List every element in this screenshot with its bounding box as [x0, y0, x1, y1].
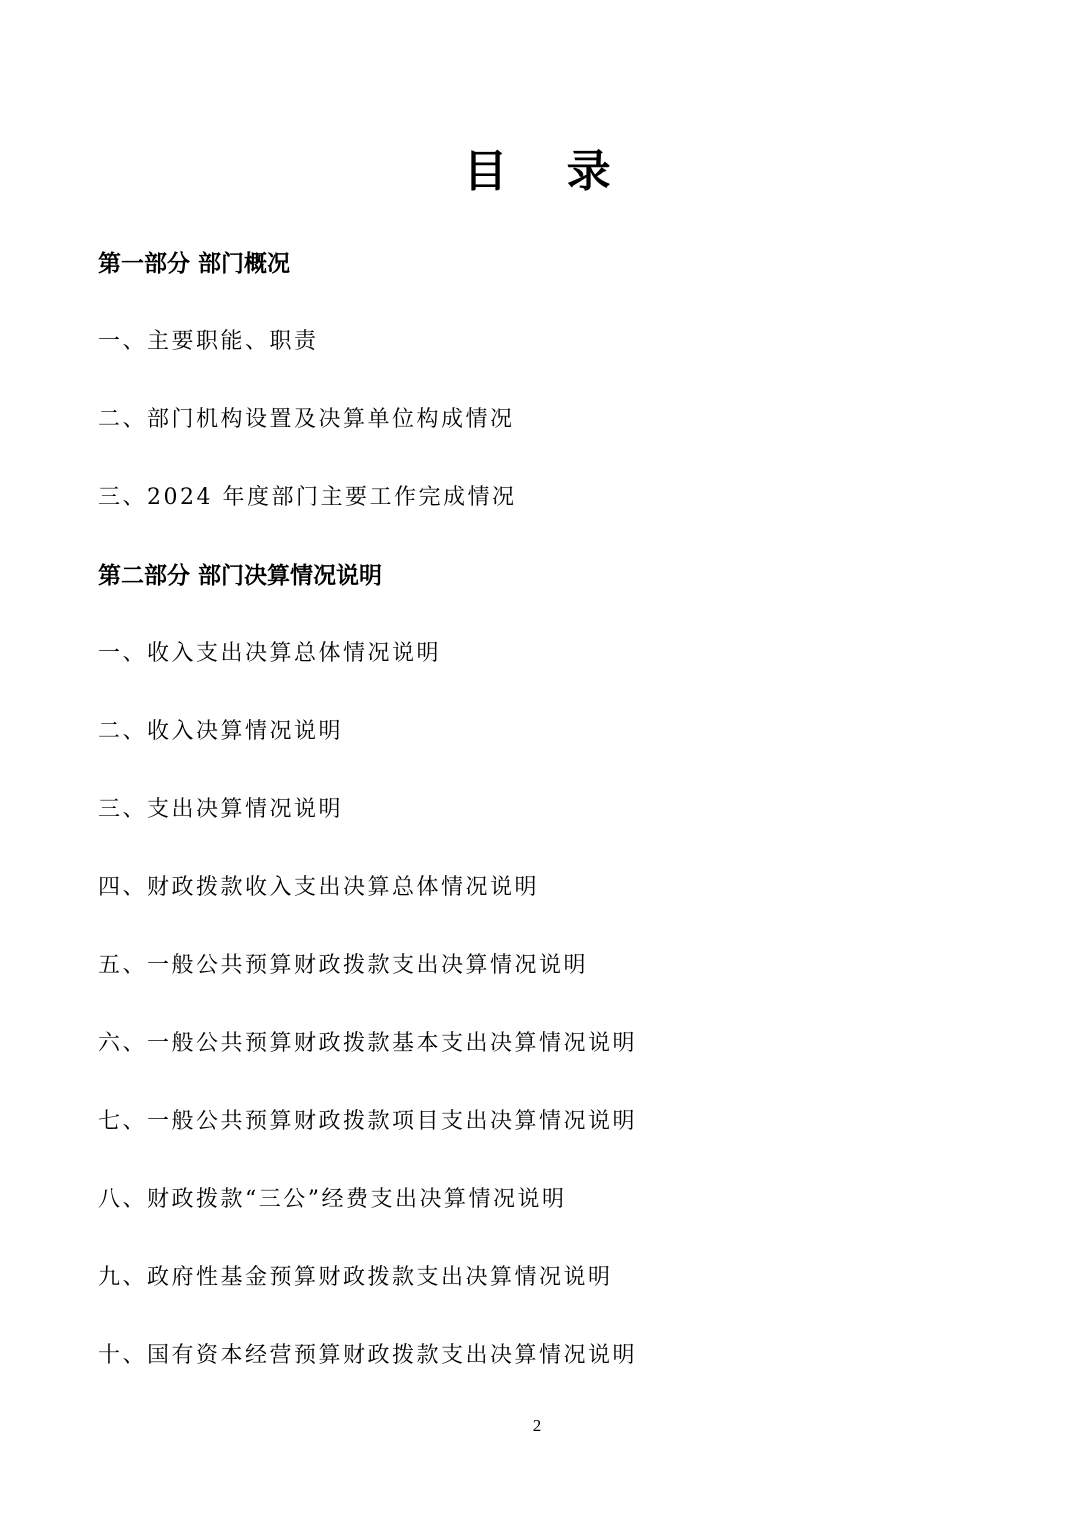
- page-number: 2: [532, 1416, 542, 1435]
- page-title: 目 录: [463, 146, 633, 197]
- toc-part-heading[interactable]: 第一部分 部门概况: [98, 251, 291, 277]
- toc-entry[interactable]: 七、一般公共预算财政拨款项目支出决算情况说明: [98, 1109, 638, 1134]
- toc-entry[interactable]: 五、一般公共预算财政拨款支出决算情况说明: [98, 953, 589, 978]
- toc-entry[interactable]: 六、一般公共预算财政拨款基本支出决算情况说明: [98, 1031, 638, 1056]
- toc-entry[interactable]: 十、国有资本经营预算财政拨款支出决算情况说明: [98, 1343, 638, 1368]
- toc-part-heading[interactable]: 第二部分 部门决算情况说明: [98, 563, 383, 589]
- toc-entry[interactable]: 一、主要职能、职责: [98, 329, 319, 354]
- toc-entry[interactable]: 八、财政拨款“三公”经费支出决算情况说明: [98, 1187, 567, 1212]
- table-of-contents: [98, 242, 998, 1412]
- toc-entry[interactable]: 一、收入支出决算总体情况说明: [98, 641, 442, 666]
- toc-entry[interactable]: 二、部门机构设置及决算单位构成情况: [98, 407, 515, 432]
- toc-entry[interactable]: 二、收入决算情况说明: [98, 719, 344, 744]
- toc-entry[interactable]: 四、财政拨款收入支出决算总体情况说明: [98, 875, 540, 900]
- toc-entry[interactable]: 九、政府性基金预算财政拨款支出决算情况说明: [98, 1265, 613, 1290]
- toc-entry[interactable]: 三、支出决算情况说明: [98, 797, 344, 822]
- toc-entry[interactable]: 三、2024 年度部门主要工作完成情况: [98, 485, 517, 510]
